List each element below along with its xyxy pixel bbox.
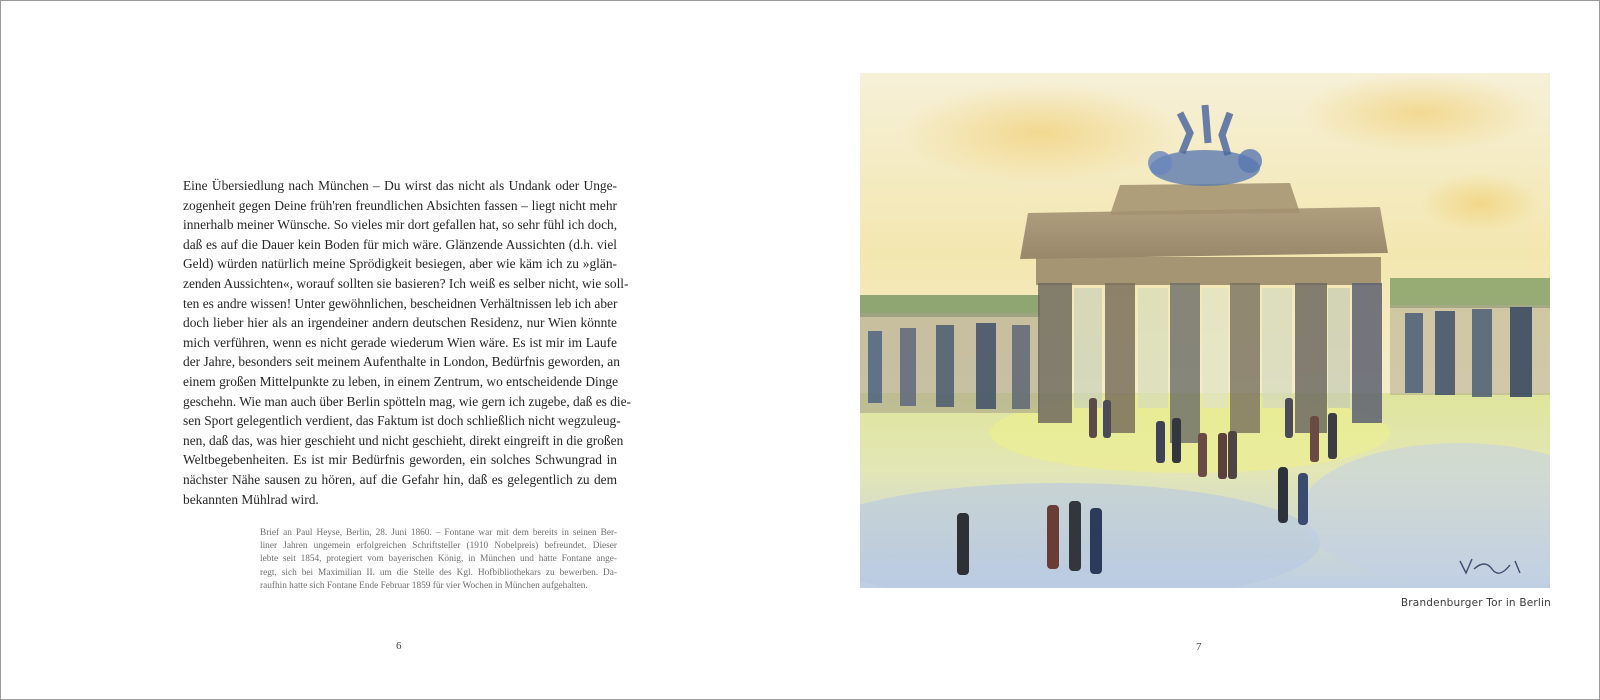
text-line: einem großen Mittelpunkte zu leben, in einem Zentrum, wo entscheidende Dinge — [183, 373, 619, 389]
sky-glow — [900, 83, 1180, 183]
footnote-line: liner Jahren ungemein erfolgreichen Schriftsteller (1910 Nobelpreis) befreundet. Dieser — [260, 541, 617, 552]
watercolor-painting — [860, 73, 1550, 588]
left-colonnade — [860, 295, 1040, 413]
text-line: nächster Nähe sausen zu hören, auf die Gefahr hin, daß es gelegentlich zu dem — [183, 471, 617, 487]
text-line: zogenheit gegen Deine früh'ren freundlichen Absichten fassen – liegt nicht mehr — [183, 197, 617, 213]
text-line: geschehn. Wie man auch über Berlin spötteln mag, wie gern ich zugebe, daß es die- — [183, 393, 632, 409]
letter-text — [183, 176, 632, 509]
sky-glow — [1420, 173, 1540, 233]
footnote-line: regt, sich bei Maximilian II. um die Stelle des Kgl. Hofbibliothekars zu bewerben. Da- — [260, 567, 617, 578]
text-line: Geld) würden natürlich meine Sprödigkeit besiegen, aber wie käm ich zu »glän- — [183, 256, 617, 272]
text-line: nen, daß das, was hier geschieht und nicht geschieht, direkt eingreift in die großen — [183, 432, 624, 448]
footnote-line: lebte seit 1854, protegiert vom bayerischen König, in München und hatte Fontane ange- — [260, 554, 617, 565]
text-line: innerhalb meiner Wünsche. So vieles mir dort gefallen hat, so sehr fühl ich doch, — [183, 217, 618, 233]
right-page — [800, 0, 1600, 700]
text-line: bekannten Mühlrad wird. — [183, 491, 319, 507]
footnote — [260, 527, 617, 593]
brandenburg-gate — [1020, 183, 1388, 443]
text-line: der Jahre, besonders seit meinem Aufenthalte in London, Bedürfnis geworden, an — [183, 354, 620, 370]
sky-glow — [1300, 73, 1540, 153]
text-line: mich verführen, wenn es nicht gerade wiederum Wien wäre. Es ist mir im Laufe — [183, 334, 617, 350]
image-caption: Brandenburger Tor in Berlin — [1400, 597, 1551, 609]
text-line: sen Sport gelegentlich verdient, das Faktum ist doch schließlich nicht wegzuleug- — [183, 413, 621, 429]
text-line: ten es andre wissen! Unter gewöhnlichen, bescheidnen Verhältnissen leb ich aber — [183, 295, 618, 311]
footnote-line: Brief an Paul Heyse, Berlin, 28. Juni 1860. – Fontane war mit dem bereits in seinen Ber- — [260, 528, 617, 538]
text-line: Weltbegebenheiten. Es ist mir Bedürfnis geworden, ein solches Schwungrad in — [183, 452, 617, 468]
text-line: Eine Übersiedlung nach München – Du wirst das nicht als Undank oder Unge- — [183, 178, 617, 193]
page-number-right: 7 — [1196, 641, 1202, 653]
text-line: daß es auf die Dauer kein Boden für mich wäre. Glänzende Aussichten (d.h. viel — [183, 236, 617, 252]
text-line: doch lieber hier als an irgendeiner andern deutschen Residenz, nur Wien könnte — [183, 315, 617, 331]
page-number-left: 6 — [396, 640, 402, 652]
right-colonnade — [1390, 278, 1550, 397]
footnote-line: raufhin hatte sich Fontane Ende Februar 1859 für vier Wochen in München aufgehalten. — [260, 580, 588, 591]
text-line: zenden Aussichten«, worauf sollten sie basieren? Ich weiß es selber nicht, wie soll- — [183, 275, 629, 291]
